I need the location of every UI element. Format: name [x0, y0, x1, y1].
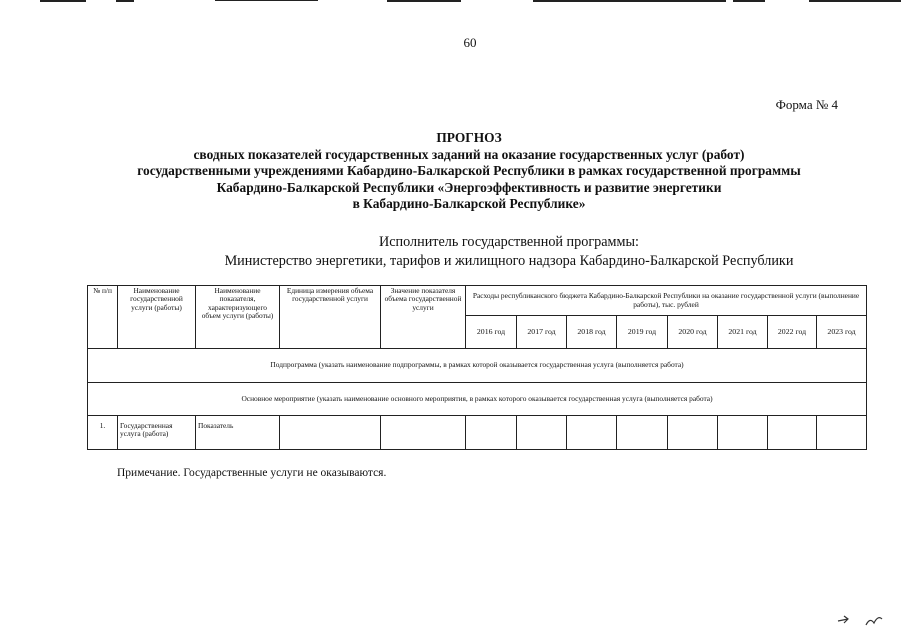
table-cell [768, 416, 817, 450]
page-number: 60 [463, 35, 477, 50]
scan-artifact-line [387, 0, 461, 2]
executor-name: Министерство энергетики, тарифов и жилищного надзора Кабардино-Балкарской Республики [224, 252, 794, 269]
table-cell [817, 416, 867, 450]
header-value: Значение показателя объема государственной услуги [381, 286, 466, 349]
title-line: в Кабардино-Балкарской Республике» [352, 196, 586, 212]
header-num: № п/п [88, 286, 118, 349]
table-cell [466, 416, 517, 450]
year-header: 2016 год [466, 316, 517, 349]
year-header: 2018 год [567, 316, 617, 349]
scan-artifact-line [116, 0, 134, 2]
table-header-row [88, 286, 867, 316]
header-service-name: Наименование государственной услуги (работы) [118, 286, 196, 349]
header-expenses: Расходы республиканского бюджета Кабардино-Балкарской Республики на оказание государственной услуги (выполнение работы), тыс. рублей [466, 286, 867, 316]
year-header: 2019 год [617, 316, 668, 349]
program-executor [60, 233, 905, 270]
table-cell [668, 416, 718, 450]
subprogram-row [88, 349, 867, 383]
scan-artifact-line [733, 0, 765, 2]
table-cell [517, 416, 567, 450]
executor-label: Исполнитель государственной программы: [379, 234, 639, 250]
table-cell [567, 416, 617, 450]
header-indicator-name: Наименование показателя, характеризующего объем услуги (работы) [196, 286, 280, 349]
table-row [88, 416, 867, 450]
table-cell [718, 416, 768, 450]
form-label: Форма № 4 [775, 97, 838, 112]
subprogram-text: Подпрограмма (указать наименование подпрограммы, в рамках которой оказывается государственная услуга (выполняется работа) [88, 349, 867, 383]
year-header: 2021 год [718, 316, 768, 349]
scan-artifact-line [809, 0, 901, 2]
table-cell [381, 416, 466, 450]
forecast-table [87, 285, 867, 450]
scan-artifact-line [40, 0, 86, 2]
year-header: 2017 год [517, 316, 567, 349]
title-line: государственными учреждениями Кабардино-Балкарской Республики в рамках государственной программы [137, 163, 801, 179]
row-indicator: Показатель [196, 416, 280, 450]
row-service: Государственная услуга (работа) [118, 416, 196, 450]
year-header: 2020 год [668, 316, 718, 349]
row-num: 1. [88, 416, 118, 450]
header-unit: Единица измерения объема государственной услуги [280, 286, 381, 349]
scan-artifact-mark [836, 611, 886, 631]
scan-artifact-line [533, 0, 726, 2]
main-activity-text: Основное мероприятие (указать наименование основного мероприятия, в рамках которого оказывается государственная услуга (выполняется работа) [88, 383, 867, 416]
main-activity-row [88, 383, 867, 416]
year-header: 2022 год [768, 316, 817, 349]
title-line: Кабардино-Балкарской Республики «Энергоэффективность и развитие энергетики [216, 179, 722, 195]
scan-artifact-line [215, 0, 318, 1]
document-title [60, 130, 878, 213]
title-line: сводных показателей государственных заданий на оказание государственных услуг (работ) [193, 146, 745, 162]
table-cell [280, 416, 381, 450]
note: Примечание. Государственные услуги не оказываются. [117, 467, 387, 479]
table-cell [617, 416, 668, 450]
year-header: 2023 год [817, 316, 867, 349]
title-line: ПРОГНОЗ [436, 130, 502, 145]
